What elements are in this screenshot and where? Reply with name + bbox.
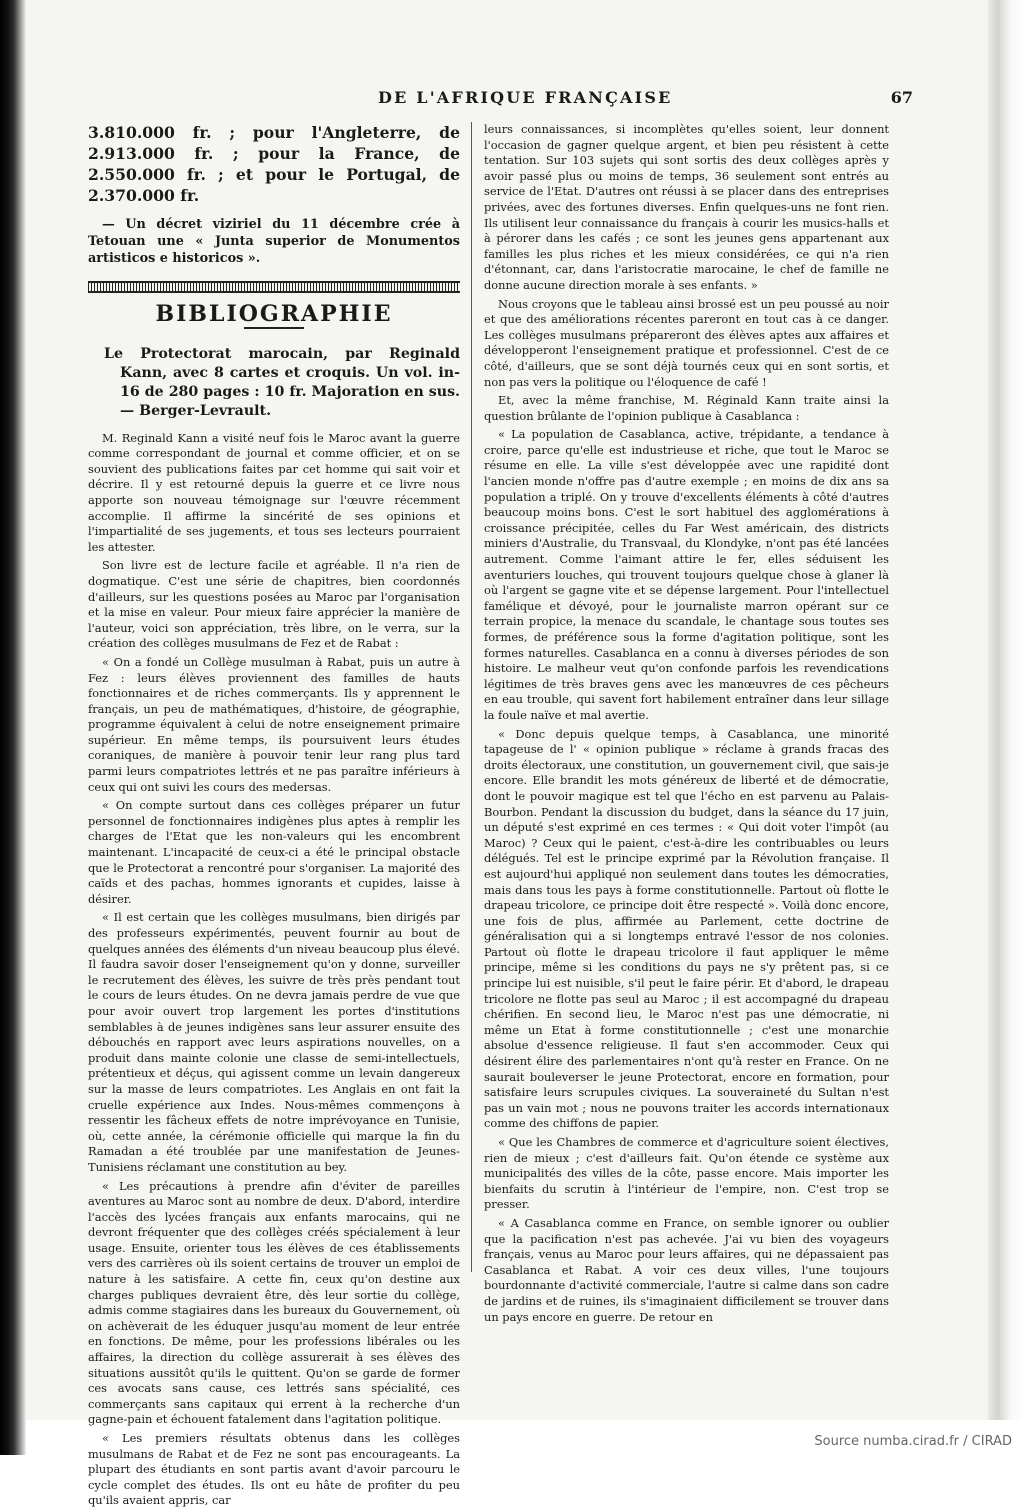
lead-paragraph: 3.810.000 fr. ; pour l'Angleterre, de 2.913.000 fr. ; pour la France, de 2.550.000 fr. ; et pour le Portugal, de 2.370.000 fr. [88, 123, 460, 205]
book-binding-edge [0, 0, 26, 1455]
running-title: DE L'AFRIQUE FRANÇAISE [378, 88, 673, 107]
right-paragraph: Et, avec la même franchise, M. Réginald Kann traite ainsi la question brûlante de l'opinion publique à Casablanca : [484, 393, 889, 423]
left-paragraph: « Les premiers résultats obtenus dans les collèges musulmans de Rabat et de Fez ne sont pas encourageants. La plupart des étudiants en sont partis avant d'avoir parcouru le cycle complet des études. Ils ont eu hâte de profiter du peu qu'ils avaient appris, car [88, 1431, 460, 1508]
right-paragraph: Nous croyons que le tableau ainsi brossé est un peu poussé au noir et que des améliorations récentes pareront en tout cas à ce danger. Les collèges musulmans prépareront des élèves aptes aux affaires et développeront l'enseignement pratique et professionnel. C'est de ce côté, d'ailleurs, que se sont déjà tournés ceux qui en sont sortis, et non pas vers la politique ou l'éloquence de café ! [484, 296, 889, 389]
left-paragraph: M. Reginald Kann a visité neuf fois le Maroc avant la guerre comme correspondant de journal et comme officier, et on se souvient des publications faites par cet homme qui sait voir et décrire. Il y est retourné depuis la guerre et ce livre nous apporte son nouveau témoignage sur l'œuvre récemment accomplie. Il affirme la sincérité de ses opinions et l'impartialité de ses jugements, et tous ses lecteurs pourraient les attester. [88, 430, 460, 554]
section-title: BIBLIOGRAPHIE [155, 301, 393, 327]
right-paragraph: « A Casablanca comme en France, on semble ignorer ou oublier que la pacification n'est pas achevée. J'ai vu bien des voyageurs français, venus au Maroc pour leurs affaires, qui ne dépassaient pas Casablanca et Rabat. A voir ces deux villes, l'une toujours bourdonnante d'activité commerciale, l'autre si calme dans son cadre de jardins et de ruines, ils s'imaginaient difficilement se trouver dans un pays encore en guerre. De retour en [484, 1215, 889, 1324]
decree-paragraph: — Un décret viziriel du 11 décembre crée à Tetouan une « Junta superior de Monumentos artisticos e historicos ». [88, 217, 460, 266]
section-divider [88, 281, 460, 293]
page-number: 67 [890, 88, 913, 107]
left-paragraph: « On a fondé un Collège musulman à Rabat, puis un autre à Fez : leurs élèves proviennent des familles de hauts fonctionnaires et de riches commerçants. Ils y apprennent le français, un peu de mathématiques, d'histoire, de géographie, programme équivalent à celui de notre enseignement primaire supérieur. En même temps, ils poursuivent leurs études coraniques, de manière à pouvoir tenir leur rang plus tard parmi leurs compatriotes lettrés et ne pas paraître inférieurs à ceux qui ont suivi les cours des medersas. [88, 654, 460, 794]
column-separator [471, 122, 472, 1272]
right-paragraph: « Que les Chambres de commerce et d'agriculture soient électives, rien de mieux ; c'est d'ailleurs fait. Qu'on étende ce système aux municipalités des villes de la côte, passe encore. Mais importer les bienfaits du scrutin à l'intérieur de l'empire, non. C'est trop se presser. [484, 1135, 889, 1212]
right-paragraph: « Donc depuis quelque temps, à Casablanca, une minorité tapageuse de l' « opinion publique » réclame à grands fracas des droits électoraux, une constitution, un gouvernement civil, que sais-je encore. Elle brandit les mots généreux de liberté et de démocratie, dont le pouvoir magique est tel que l'écho en est parvenu au Palais-Bourbon. Pendant la discussion du budget, dans la séance du 17 juin, un député s'est exprimé en ces termes : « Qui doit voter l'impôt (au Maroc) ? Ceux qui le paient, c'est-à-dire les contribuables ou leurs délégués. Tel est le principe exprimé par la Révolution française. Il est aujourd'hui appliqué non seulement dans toutes les démocraties, mais dans tous les pays à forme constitutionnelle. Partout où flotte le drapeau tricolore, ce principe doit être respecté ». Voilà donc encore, une fois de plus, affirmée au Parlement, cette doctrine de généralisation qui a si longtemps entravé l'essor de nos colonies. Partout où flotte le drapeau tricolore il faut appliquer le même principe, même si les conditions du pays ne s'y prêtent pas, si ce principe lui est nuisible, s'il peut le faire périr. Et d'abord, le drapeau tricolore ne flotte pas seul au Maroc ; il est accompagné du drapeau chérifien. En second lieu, le Maroc n'est pas une démocratie, ni même un Etat à forme constitutionnelle ; c'est une monarchie absolue d'essence religieuse. Il faut s'en accommoder. Ceux qui désirent élire des parlementaires n'ont qu'à rester en France. On ne saurait bouleverser le jeune Protectorat, encore en formation, pour satisfaire leurs scrupules civiques. La souveraineté du Sultan n'est pas un vain mot ; nous ne pouvons traiter les accords internationaux comme des chiffons de papier. [484, 726, 889, 1131]
left-column [88, 122, 460, 1512]
right-column [484, 122, 889, 1328]
book-heading: Le Protectorat marocain, par Reginald Kann, avec 8 cartes et croquis. Un vol. in-16 de 280 pages : 10 fr. Majoration en sus. — Berger-Levrault. [104, 345, 460, 419]
left-paragraph: Son livre est de lecture facile et agréable. Il n'a rien de dogmatique. C'est une série de chapitres, bien coordonnés d'ailleurs, sur les questions posées au Maroc par l'organisation et la mise en valeur. Pour mieux faire apprécier la manière de l'auteur, voici son appréciation, très libre, on le verra, sur la création des collèges musulmans de Fez et de Rabat : [88, 558, 460, 651]
right-paragraph: leurs connaissances, si incomplètes qu'elles soient, leur donnent l'occasion de gagner quelque argent, et bien peu résistent à cette tentation. Sur 103 sujets qui sont sortis des deux collèges après y avoir passé plus ou moins de temps, 36 seulement sont entrés au service de l'Etat. D'autres ont réussi à se placer dans des entreprises privées, avec des fortunes diverses. Enfin quelques-uns ne font rien. Ils utilisent leur connaissance du français à courir les musics-halls et à pérorer dans les cafés ; ce sont les jeunes gens appartenant aux familles les plus riches et les mieux considérées, ce qui n'a rien d'étonnant, car, dans l'aristocratie marocaine, le chef de famille ne donne aucune direction morale à ses enfants. » [484, 122, 889, 292]
page-header [88, 88, 913, 112]
left-paragraph: « Il est certain que les collèges musulmans, bien dirigés par des professeurs expérimentés, peuvent fournir au bout de quelques années des éléments d'un niveau beaucoup plus élevé. Il faudra savoir doser l'enseignement qu'on y donne, surveiller le recrutement des élèves, les suivre de très près pendant tout le cours de leurs études. On ne devra jamais perdre de vue que pour avoir ouvert trop largement les portes d'institutions semblables à de jeunes indigènes sans leur assurer ensuite des débouchés en rapport avec leurs aspirations nouvelles, on a produit dans mainte colonie une classe de semi-intellectuels, prétentieux et déçus, qui agissent comme un levain dangereux sur la masse de leurs compatriotes. Les Anglais en ont fait la cruelle expérience aux Indes. Nous-mêmes commençons à ressentir les fâcheux effets de notre imprévoyance en Tunisie, où, cette année, la cérémonie officielle qui marque la fin du Ramadan a été troublée par une manifestation de Jeunes-Tunisiens réclamant une constitution au bey. [88, 910, 460, 1174]
left-paragraph: « On compte surtout dans ces collèges préparer un futur personnel de fonctionnaires indigènes plus aptes à remplir les charges de l'Etat que les non-valeurs qui les encombrent maintenant. L'incapacité de ceux-ci a été le principal obstacle que le Protectorat a rencontré pour s'organiser. La majorité des caïds et des pachas, hommes ignorants et cupides, laisse à désirer. [88, 798, 460, 906]
source-credit: Source numba.cirad.fr / CIRAD [814, 1434, 1012, 1449]
right-paragraph: « La population de Casablanca, active, trépidante, a tendance à croire, parce qu'elle est industrieuse et riche, que tout le Maroc se résume en elle. La ville s'est développée avec une rapidité dont l'ancien monde n'offre pas d'autre exemple ; en moins de dix ans sa population a triplé. On y trouve d'excellents éléments à côté d'autres beaucoup moins bons. C'est le sort habituel des agglomérations à croissance précipitée, celles du Far West américain, des districts miniers d'Australie, du Transvaal, du Klondyke, n'ont pas été lancées autrement. Comme l'aimant attire le fer, elles séduisent les aventuriers louches, qui trouvent toujours quelque chose à glaner là où l'argent se gagne vite et se dépense largement. Pour l'intellectuel famélique et dévoyé, pour le journaliste marron opérant sur ce terrain propice, la menace du scandale, le chantage sous toutes ses formes, de préférence sous la forme d'agitation politique, sont les formes naturelles. Casablanca en a connu à diverses périodes de son histoire. Le malheur veut qu'on confonde parfois les revendications légitimes de très braves gens avec les manœuvres de ces pêcheurs en eau trouble, qui savent fort habilement entraîner dans leur sillage la foule naïve et mal avertie. [484, 427, 889, 722]
page-right-edge [988, 0, 1024, 1420]
left-paragraph: « Les précautions à prendre afin d'éviter de pareilles aventures au Maroc sont au nombre de deux. D'abord, interdire l'accès des lycées français aux enfants marocains, qui ne devront fréquenter que des collèges créés spécialement à leur usage. Ensuite, orienter tous les élèves de ces établissements vers des carrières où ils soient certains de trouver un emploi de nature à les satisfaire. A cette fin, ceux qu'on destine aux charges publiques devraient être, dès leur sortie du collège, admis comme stagiaires dans les bureaux du Gouvernement, où on achèverait de les éduquer jusqu'au moment de leur entrée en fonctions. De même, pour les professions libérales ou les affaires, la direction du collège assurerait à ses élèves des situations aussitôt qu'ils le quittent. Qu'on se garde de former ces avocats sans cause, ces lettrés sans spécialité, ces commerçants sans capitaux qui errent à la recherche d'un gagne-pain et échouent fatalement dans l'agitation politique. [88, 1178, 460, 1427]
